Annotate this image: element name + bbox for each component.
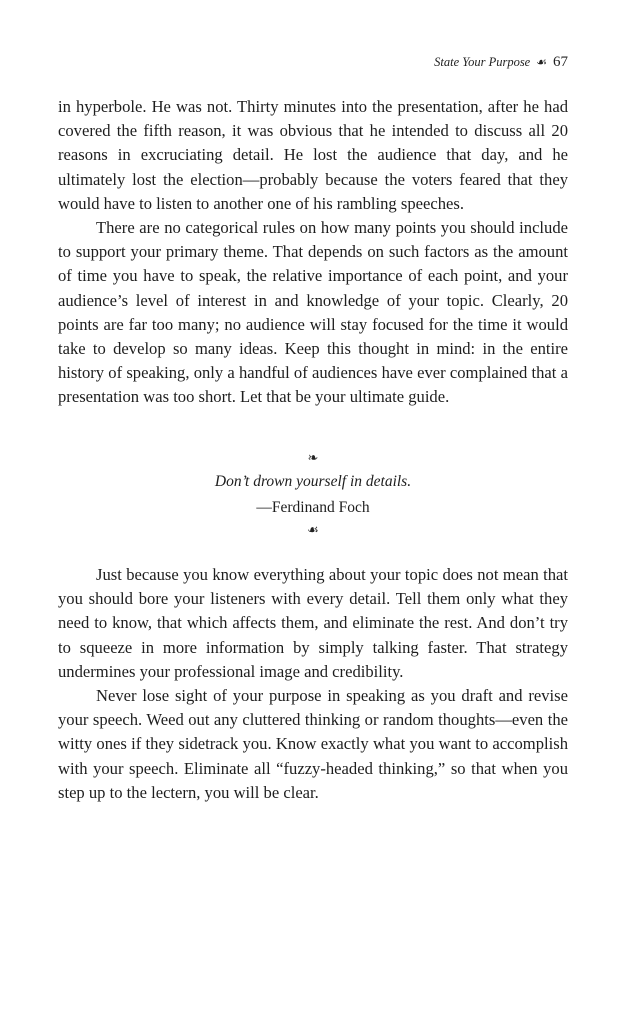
epigraph-quote: Don’t drown yourself in details. — [214, 473, 412, 490]
epigraph — [58, 450, 568, 538]
running-head — [434, 54, 568, 71]
fleuron-icon: ❧ — [307, 450, 319, 465]
text-section-1 — [58, 95, 568, 410]
paragraph: There are no categorical rules on how many points you should include to support your primary theme. That depends on such factors as the amount of time you have to speak, the relative importance of each point, and your audience’s level of interest in and knowledge of your topic. Clearly, 20 points are far too many; no audience will stay focused for the time it would take to develop so many ideas. Keep this thought in mind: in the entire history of speaking, only a handful of audiences have ever complained that a presentation was too short. Let that be your ultimate guide. — [58, 218, 568, 407]
paragraph: Just because you know everything about your topic does not mean that you should bore your listeners with every detail. Tell them only what they need to know, that which affects them, and eliminate the rest. And don’t try to squeeze in more information by simply talking faster. That strategy undermines your professional image and credibility. — [58, 565, 568, 681]
paragraph: Never lose sight of your purpose in speaking as you draft and revise your speech. Weed out any cluttered thinking or random thoughts—even the witty ones if they sidetrack you. Know exactly what you want to accomplish with your speech. Eliminate all “fuzzy-headed thinking,” so that when you step up to the lectern, you will be clear. — [58, 686, 568, 802]
fleuron-icon: ☙ — [307, 522, 319, 537]
text-section-2 — [58, 563, 568, 805]
page-number: 67 — [553, 54, 568, 70]
paragraph: in hyperbole. He was not. Thirty minutes into the presentation, after he had covered the fifth reason, it was obvious that he intended to discuss all 20 reasons in excruciating detail. He lost the audience that day, and he ultimately lost the election—probably because the voters feared that they would have to listen to another one of his rambling speeches. — [58, 97, 568, 213]
fleuron-icon: ☙ — [536, 55, 547, 69]
chapter-title: State Your Purpose — [434, 55, 531, 69]
epigraph-attribution: —Ferdinand Foch — [256, 499, 370, 516]
